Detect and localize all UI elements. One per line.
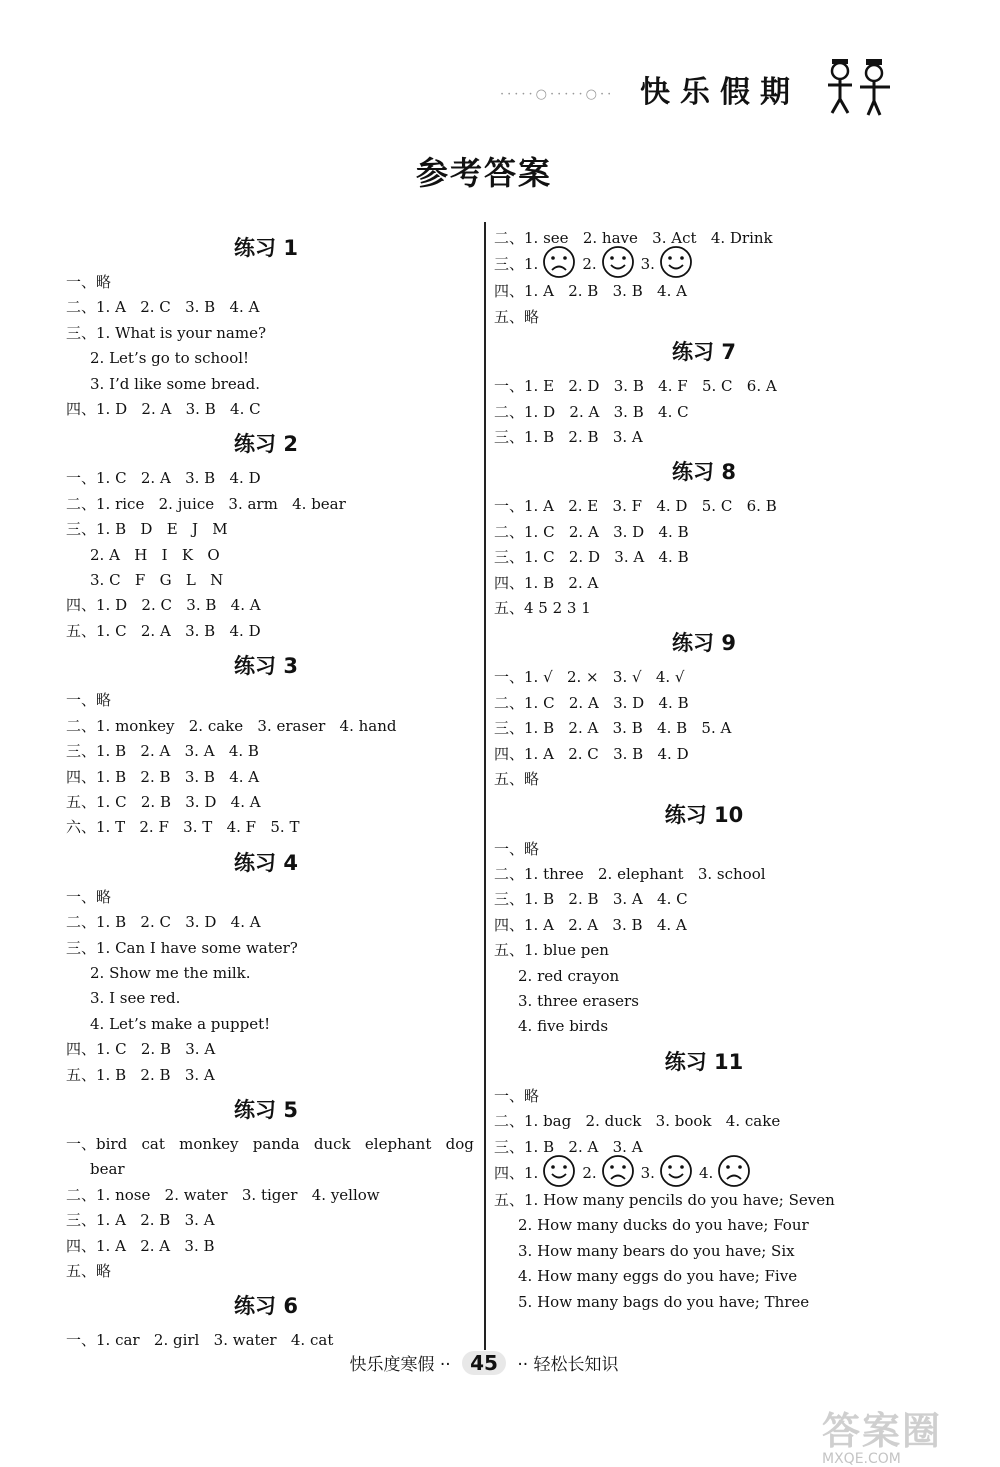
answer-line: 4. Let’s make a puppet! <box>90 1014 271 1033</box>
answer-line: 3. three erasers <box>518 991 639 1010</box>
face-label: 3. <box>640 255 655 274</box>
answer-line: 四、1. D 2. C 3. B 4. A <box>66 596 261 615</box>
answer-line: 4. How many eggs do you have; Five <box>518 1267 798 1286</box>
answer-line: 四、1. B 2. B 3. B 4. A <box>66 767 260 786</box>
answer-line: 四、1. A 2. A 3. B 4. A <box>494 915 687 934</box>
exercise-section <box>494 1046 914 1315</box>
smiley-face-icon <box>659 245 693 279</box>
exercise-section <box>66 650 466 840</box>
page-number: 45 <box>462 1351 506 1375</box>
exercise-section <box>66 847 466 1088</box>
answer-line: 五、略 <box>494 307 540 326</box>
answer-line: 2. How many ducks do you have; Four <box>518 1216 809 1235</box>
exercise-title: 练习 2 <box>234 432 298 457</box>
answer-line <box>494 251 914 279</box>
face-label: 1. <box>524 1163 539 1182</box>
answer-line: 五、1. C 2. A 3. B 4. D <box>66 621 261 640</box>
answer-line: 二、1. bag 2. duck 3. book 4. cake <box>494 1112 781 1131</box>
answer-line: 二、1. see 2. have 3. Act 4. Drink <box>494 229 773 247</box>
answer-line: 三、1. B 2. B 3. A 4. C <box>494 890 688 909</box>
answer-line: 二、1. monkey 2. cake 3. eraser 4. hand <box>66 716 397 735</box>
answer-line: 二、1. A 2. C 3. B 4. A <box>66 298 260 317</box>
answer-line: 二、1. three 2. elephant 3. school <box>494 864 766 883</box>
answer-line: 三、1. C 2. D 3. A 4. B <box>494 548 689 567</box>
left-column <box>66 226 474 1354</box>
column-divider <box>484 222 486 1350</box>
answer-line: 四、1. C 2. B 3. A <box>66 1040 216 1059</box>
face-label: 2. <box>582 255 597 274</box>
answer-line: 二、1. rice 2. juice 3. arm 4. bear <box>66 494 346 513</box>
kids-mascot-icon <box>818 55 898 117</box>
answer-line: 一、1. car 2. girl 3. water 4. cat <box>66 1331 334 1350</box>
answer-line: 四、1. A 2. B 3. B 4. A <box>494 282 687 301</box>
exercise-section <box>494 627 914 792</box>
exercise-section <box>66 428 466 644</box>
footer-left-text: 快乐度寒假 ·· <box>349 1355 451 1375</box>
answer-line: 五、1. How many pencils do you have; Seven <box>494 1190 835 1209</box>
answer-line: 四、1. D 2. A 3. B 4. C <box>66 400 261 419</box>
answer-line: 一、bird cat monkey panda duck elephant dog <box>66 1134 474 1153</box>
page-title: 参考答案 <box>415 154 552 192</box>
answer-line: 五、1. B 2. B 3. A <box>66 1065 215 1084</box>
watermark-main: 答案圈 <box>822 1409 943 1453</box>
answer-line: 六、1. T 2. F 3. T 4. F 5. T <box>66 818 300 837</box>
answer-line: 五、4 5 2 3 1 <box>494 599 591 618</box>
answer-line: 四、1. B 2. A <box>494 573 599 592</box>
answer-line: 二、1. C 2. A 3. D 4. B <box>494 693 689 712</box>
answer-line: 一、略 <box>494 839 540 858</box>
answer-line: 3. I’d like some bread. <box>90 374 261 393</box>
smiley-face-icon <box>542 1154 576 1188</box>
answer-line: 三、1. B 2. B 3. A <box>494 428 643 447</box>
answer-line: 一、略 <box>494 1086 540 1105</box>
exercise-title: 练习 4 <box>234 850 298 875</box>
answer-prefix: 四、 <box>494 1163 525 1182</box>
footer-right-text: ·· 轻松长知识 <box>517 1355 619 1375</box>
exercise-title: 练习 8 <box>672 460 736 485</box>
answer-line: 五、1. C 2. B 3. D 4. A <box>66 792 261 811</box>
answer-line: 一、略 <box>66 273 112 291</box>
exercise-section <box>494 226 914 330</box>
answer-line: 5. How many bags do you have; Three <box>518 1292 810 1311</box>
answer-line: 五、略 <box>66 1262 112 1280</box>
answer-line: 三、1. What is your name? <box>66 323 267 342</box>
right-column <box>494 226 914 1315</box>
answer-line: 一、1. √ 2. × 3. √ 4. √ <box>494 668 685 687</box>
answer-line: 二、1. D 2. A 3. B 4. C <box>494 402 689 421</box>
answer-line: 三、1. B D E J M <box>66 520 228 539</box>
exercise-title: 练习 10 <box>664 802 744 827</box>
header-brand: 快乐假期 <box>640 75 800 110</box>
answer-line: 五、1. blue pen <box>494 941 609 960</box>
answer-line: 3. How many bears do you have; Six <box>518 1241 795 1260</box>
smiley-face-icon <box>601 245 635 279</box>
exercise-title: 练习 3 <box>234 654 298 679</box>
answer-line: 一、略 <box>66 691 112 710</box>
answer-line: 2. Show me the milk. <box>90 963 251 982</box>
answer-line: 四、1. A 2. C 3. B 4. D <box>494 744 689 763</box>
exercise-title: 练习 11 <box>664 1049 744 1074</box>
sad-face-icon <box>542 245 576 279</box>
exercise-section <box>66 232 466 422</box>
exercise-title: 练习 1 <box>234 236 298 260</box>
answer-line: 4. five birds <box>518 1017 609 1036</box>
answer-line: 二、1. B 2. C 3. D 4. A <box>66 913 261 932</box>
watermark-url: MXQE.COM <box>822 1451 901 1467</box>
smiley-face-icon <box>659 1154 693 1188</box>
answer-line: 2. Let’s go to school! <box>90 349 250 368</box>
answer-line: 四、1. A 2. A 3. B <box>66 1236 215 1255</box>
answer-line: 一、1. C 2. A 3. B 4. D <box>66 469 261 488</box>
answer-line: 一、1. E 2. D 3. B 4. F 5. C 6. A <box>494 377 777 396</box>
exercise-section <box>494 456 914 621</box>
exercise-section <box>494 336 914 450</box>
sad-face-icon <box>717 1154 751 1188</box>
face-label: 3. <box>640 1163 655 1182</box>
face-label: 4. <box>698 1163 714 1182</box>
answer-line <box>494 1160 914 1188</box>
exercise-title: 练习 7 <box>672 340 736 365</box>
answer-line: 三、1. B 2. A 3. B 4. B 5. A <box>494 719 732 738</box>
header-dots: ·····○·····○·· <box>500 87 615 102</box>
answer-line: 二、1. nose 2. water 3. tiger 4. yellow <box>66 1185 380 1204</box>
sad-face-icon <box>601 1154 635 1188</box>
answer-line: 3. C F G L N <box>90 571 224 590</box>
answer-line: 2. A H I K O <box>90 545 220 564</box>
exercise-section <box>66 1094 474 1284</box>
exercise-section <box>494 799 914 1040</box>
answer-line: 三、1. B 2. A 3. A 4. B <box>66 742 259 761</box>
answer-line: 五、略 <box>494 770 540 789</box>
answer-prefix: 三、 <box>494 255 525 274</box>
exercise-title: 练习 5 <box>234 1097 298 1122</box>
answer-line: 三、1. Can I have some water? <box>66 938 298 957</box>
page-footer <box>0 1350 968 1375</box>
exercise-title: 练习 9 <box>672 631 736 656</box>
answer-line: 一、1. A 2. E 3. F 4. D 5. C 6. B <box>494 497 777 516</box>
answer-line: 一、略 <box>66 887 112 906</box>
exercise-section <box>66 1290 466 1353</box>
answer-line: 2. red crayon <box>518 966 620 985</box>
answer-line: 三、1. B 2. A 3. A <box>494 1137 643 1156</box>
exercise-title: 练习 6 <box>234 1294 298 1319</box>
answer-line: 3. I see red. <box>90 989 181 1008</box>
answer-line: 二、1. C 2. A 3. D 4. B <box>494 522 689 541</box>
page-header <box>490 55 920 115</box>
answer-line: 三、1. A 2. B 3. A <box>66 1211 215 1230</box>
watermark <box>822 1400 992 1467</box>
face-label: 1. <box>524 255 539 274</box>
answer-line: bear <box>90 1160 125 1179</box>
face-label: 2. <box>582 1163 597 1182</box>
